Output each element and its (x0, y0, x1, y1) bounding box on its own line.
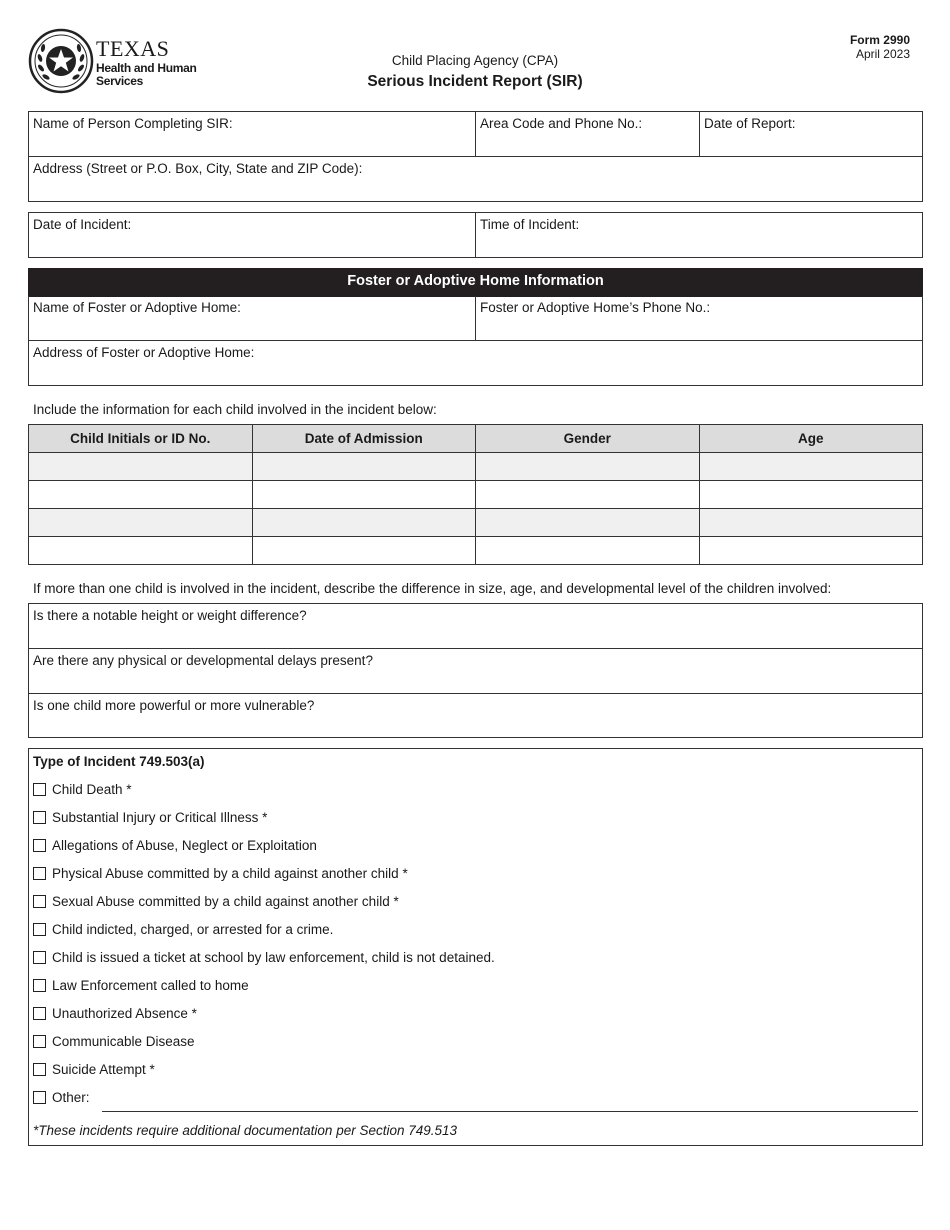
home-box (28, 296, 923, 386)
incident-option-label: Other: (52, 1090, 90, 1105)
column-header: Gender (476, 425, 700, 453)
admission-date-cell[interactable] (252, 509, 476, 537)
question-label: Is one child more powerful or more vulnerable? (33, 698, 315, 713)
incident-date-field[interactable] (29, 213, 475, 257)
incident-option-label: Physical Abuse committed by a child against another child * (52, 866, 408, 881)
checkbox[interactable] (33, 1035, 46, 1048)
checkbox[interactable] (33, 811, 46, 824)
incident-option-label: Law Enforcement called to home (52, 978, 249, 993)
checkbox[interactable] (33, 979, 46, 992)
admission-date-cell[interactable] (252, 537, 476, 565)
table-row (29, 481, 923, 509)
child-id-cell[interactable] (29, 481, 253, 509)
question-label: Is there a notable height or weight difference? (33, 608, 307, 623)
incident-time-box (28, 212, 923, 258)
reporter-phone-field[interactable] (476, 112, 699, 156)
reporter-name-field[interactable] (29, 112, 475, 156)
other-text-line[interactable] (102, 1111, 918, 1112)
table-row (29, 453, 923, 481)
question-label: Are there any physical or developmental delays present? (33, 653, 373, 668)
report-date-field[interactable] (700, 112, 922, 156)
incident-option-label: Substantial Injury or Critical Illness * (52, 810, 268, 825)
incident-option-label: Unauthorized Absence * (52, 1006, 197, 1021)
child-id-cell[interactable] (29, 453, 253, 481)
checkbox[interactable] (33, 839, 46, 852)
checkbox[interactable] (33, 923, 46, 936)
differences-instructions: If more than one child is involved in the incident, describe the difference in size, age, and developmental level of the children involved: (33, 581, 832, 596)
incident-option-label: Allegations of Abuse, Neglect or Exploitation (52, 838, 317, 853)
home-address-field[interactable] (29, 341, 922, 385)
admission-date-cell[interactable] (252, 481, 476, 509)
logo-wordmark: TEXAS (96, 36, 170, 61)
column-header: Child Initials or ID No. (29, 425, 253, 453)
incident-option-label: Child Death * (52, 782, 132, 797)
differences-box (28, 603, 923, 738)
home-section-title: Foster or Adoptive Home Information (28, 268, 923, 297)
form-number: Form 2990 (849, 33, 910, 47)
column-header: Date of Admission (252, 425, 476, 453)
home-address-label: Address of Foster or Adoptive Home: (33, 345, 255, 360)
report-date-label: Date of Report: (704, 116, 796, 131)
child-id-cell[interactable] (29, 509, 253, 537)
logo-line2: Services (96, 74, 143, 88)
incident-type-box (28, 748, 923, 1146)
reporter-address-label: Address (Street or P.O. Box, City, State and ZIP Code): (33, 161, 363, 176)
incident-time-field[interactable] (476, 213, 922, 257)
form-date: April 2023 (855, 47, 910, 61)
incident-option-label: Child indicted, charged, or arrested for a crime. (52, 922, 334, 937)
checkbox[interactable] (33, 1091, 46, 1104)
checkbox[interactable] (33, 1007, 46, 1020)
incident-type-heading: Type of Incident 749.503(a) (33, 754, 205, 769)
reporter-box (28, 111, 923, 202)
home-phone-field[interactable] (476, 296, 922, 340)
child-id-cell[interactable] (29, 537, 253, 565)
reporter-phone-label: Area Code and Phone No.: (480, 116, 643, 131)
age-cell[interactable] (699, 509, 923, 537)
gender-cell[interactable] (476, 537, 700, 565)
children-table-header (29, 425, 923, 453)
logo-line1: Health and Human (96, 61, 197, 75)
form-subtitle: Child Placing Agency (CPA) (391, 53, 559, 68)
home-name-label: Name of Foster or Adoptive Home: (33, 300, 241, 315)
age-cell[interactable] (699, 481, 923, 509)
home-name-field[interactable] (29, 296, 475, 340)
height-weight-field[interactable] (29, 604, 922, 648)
table-row (29, 537, 923, 565)
gender-cell[interactable] (476, 453, 700, 481)
checkbox[interactable] (33, 1063, 46, 1076)
incident-option-label: Communicable Disease (52, 1034, 195, 1049)
incident-option-label: Suicide Attempt * (52, 1062, 155, 1077)
incident-option-label: Sexual Abuse committed by a child against another child * (52, 894, 399, 909)
admission-date-cell[interactable] (252, 453, 476, 481)
incident-footnote: *These incidents require additional documentation per Section 749.513 (33, 1123, 458, 1138)
children-table (28, 424, 923, 565)
children-instructions: Include the information for each child involved in the incident below: (33, 402, 437, 417)
gender-cell[interactable] (476, 481, 700, 509)
age-cell[interactable] (699, 453, 923, 481)
column-header: Age (699, 425, 923, 453)
checkbox[interactable] (33, 951, 46, 964)
incident-date-label: Date of Incident: (33, 217, 132, 232)
table-row (29, 509, 923, 537)
reporter-address-field[interactable] (29, 157, 922, 201)
checkbox[interactable] (33, 895, 46, 908)
incident-option-label: Child is issued a ticket at school by law enforcement, child is not detained. (52, 950, 495, 965)
vulnerability-field[interactable] (29, 694, 922, 737)
age-cell[interactable] (699, 537, 923, 565)
home-phone-label: Foster or Adoptive Home’s Phone No.: (480, 300, 711, 315)
checkbox[interactable] (33, 783, 46, 796)
gender-cell[interactable] (476, 509, 700, 537)
form-title: Serious Incident Report (SIR) (367, 73, 583, 90)
checkbox[interactable] (33, 867, 46, 880)
delays-field[interactable] (29, 649, 922, 693)
reporter-name-label: Name of Person Completing SIR: (33, 116, 233, 131)
incident-time-label: Time of Incident: (480, 217, 580, 232)
